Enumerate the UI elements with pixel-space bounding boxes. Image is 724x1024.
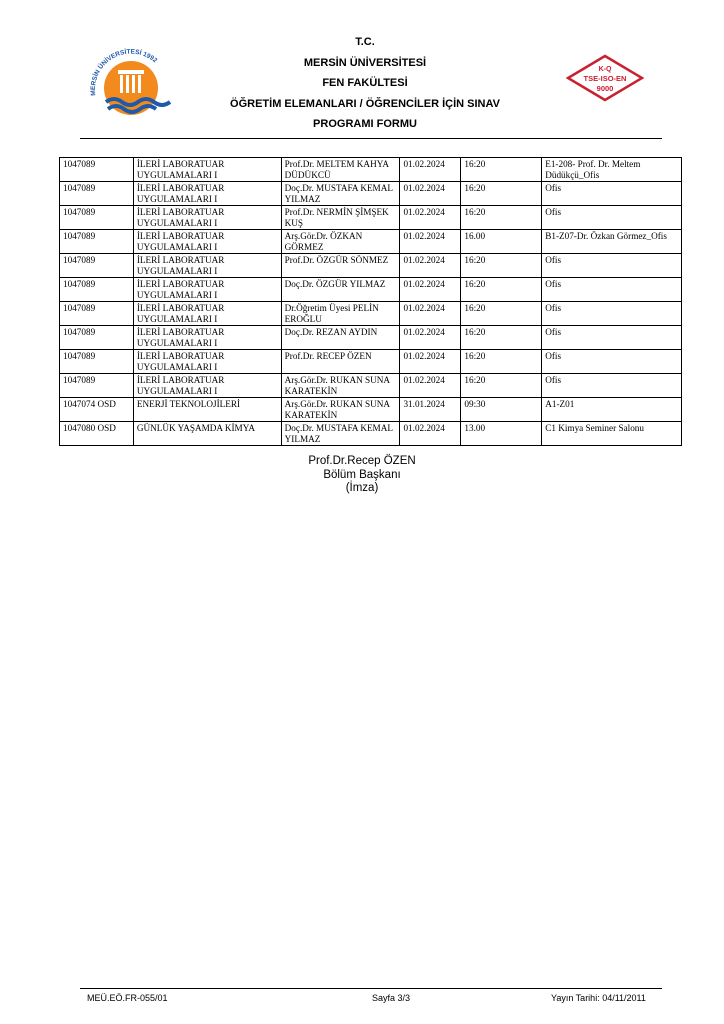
footer-form-code: MEÜ.EÖ.FR-055/01 bbox=[87, 993, 168, 1003]
logo-9000-text: 9000 bbox=[596, 84, 614, 93]
table-row bbox=[60, 326, 682, 350]
header-line-faculty: FEN FAKÜLTESİ bbox=[322, 77, 408, 89]
cell-date: 01.02.2024 bbox=[400, 254, 461, 278]
cell-time: 16:20 bbox=[461, 254, 542, 278]
footer-publish-date: Yayın Tarihi: 04/11/2011 bbox=[551, 993, 646, 1003]
header-divider bbox=[80, 138, 662, 139]
form-header bbox=[180, 32, 550, 135]
header-line-form-title-1: ÖĞRETİM ELEMANLARI / ÖĞRENCİLER İÇİN SINAV bbox=[230, 97, 500, 110]
table-row bbox=[60, 374, 682, 398]
table-row bbox=[60, 350, 682, 374]
cell-date: 01.02.2024 bbox=[400, 230, 461, 254]
cell-instructor: Doç.Dr. MUSTAFA KEMAL YILMAZ bbox=[281, 182, 400, 206]
cell-time: 16:20 bbox=[461, 326, 542, 350]
exam-table-body bbox=[60, 158, 682, 446]
cell-date: 01.02.2024 bbox=[400, 302, 461, 326]
cell-date: 01.02.2024 bbox=[400, 158, 461, 182]
table-row bbox=[60, 302, 682, 326]
cell-place: B1-Z07-Dr. Özkan Görmez_Ofis bbox=[542, 230, 682, 254]
cell-course: İLERİ LABORATUAR UYGULAMALARI I bbox=[133, 374, 281, 398]
cell-code: 1047089 bbox=[60, 158, 134, 182]
footer-divider bbox=[80, 988, 662, 989]
cell-date: 01.02.2024 bbox=[400, 350, 461, 374]
cell-instructor: Doç.Dr. MUSTAFA KEMAL YILMAZ bbox=[281, 422, 400, 446]
tse-iso-logo bbox=[566, 54, 644, 102]
cell-date: 01.02.2024 bbox=[400, 182, 461, 206]
cell-place: E1-208- Prof. Dr. Meltem Düdükçü_Ofis bbox=[542, 158, 682, 182]
cell-date: 01.02.2024 bbox=[400, 374, 461, 398]
cell-instructor: Arş.Gör.Dr. ÖZKAN GÖRMEZ bbox=[281, 230, 400, 254]
table-row bbox=[60, 422, 682, 446]
university-logo bbox=[86, 42, 176, 122]
header-line-university: MERSİN ÜNİVERSİTESİ bbox=[303, 56, 427, 69]
cell-date: 01.02.2024 bbox=[400, 422, 461, 446]
cell-course: İLERİ LABORATUAR UYGULAMALARI I bbox=[133, 230, 281, 254]
table-row bbox=[60, 230, 682, 254]
signature-block bbox=[292, 455, 432, 496]
cell-instructor: Prof.Dr. RECEP ÖZEN bbox=[281, 350, 400, 374]
cell-instructor: Prof.Dr. ÖZGÜR SÖNMEZ bbox=[281, 254, 400, 278]
cell-course: İLERİ LABORATUAR UYGULAMALARI I bbox=[133, 278, 281, 302]
cell-time: 16:20 bbox=[461, 350, 542, 374]
cell-place: Ofis bbox=[542, 182, 682, 206]
cell-code: 1047080 OSD bbox=[60, 422, 134, 446]
signature-title: Bölüm Başkanı bbox=[323, 468, 401, 481]
cell-code: 1047089 bbox=[60, 326, 134, 350]
table-row bbox=[60, 182, 682, 206]
cell-code: 1047089 bbox=[60, 278, 134, 302]
header-line-form-title-2: PROGRAMI FORMU bbox=[313, 118, 417, 130]
cell-date: 01.02.2024 bbox=[400, 326, 461, 350]
cell-place: Ofis bbox=[542, 350, 682, 374]
cell-code: 1047089 bbox=[60, 374, 134, 398]
cell-instructor: Dr.Öğretim Üyesi PELİN EROĞLU bbox=[281, 302, 400, 326]
cell-place: C1 Kimya Seminer Salonu bbox=[542, 422, 682, 446]
cell-instructor: Prof.Dr. NERMİN ŞİMŞEK KUŞ bbox=[281, 206, 400, 230]
cell-time: 16:20 bbox=[461, 158, 542, 182]
cell-course: İLERİ LABORATUAR UYGULAMALARI I bbox=[133, 206, 281, 230]
exam-schedule-table bbox=[59, 157, 682, 446]
cell-course: ENERJİ TEKNOLOJİLERİ bbox=[133, 398, 281, 422]
header-line-tc: T.C. bbox=[355, 36, 375, 48]
cell-code: 1047089 bbox=[60, 254, 134, 278]
logo-tse-text: TSE-ISO-EN bbox=[583, 74, 627, 83]
cell-course: İLERİ LABORATUAR UYGULAMALARI I bbox=[133, 182, 281, 206]
cell-place: Ofis bbox=[542, 302, 682, 326]
cell-instructor: Arş.Gör.Dr. RUKAN SUNA KARATEKİN bbox=[281, 374, 400, 398]
cell-code: 1047089 bbox=[60, 182, 134, 206]
table-row bbox=[60, 206, 682, 230]
logo-arc-text: MERSİN ÜNİVERSİTESİ 1992 bbox=[89, 48, 159, 96]
cell-place: Ofis bbox=[542, 374, 682, 398]
signature-note: (İmza) bbox=[345, 482, 379, 494]
cell-date: 01.02.2024 bbox=[400, 278, 461, 302]
cell-place: A1-Z01 bbox=[542, 398, 682, 422]
cell-instructor: Doç.Dr. ÖZGÜR YILMAZ bbox=[281, 278, 400, 302]
cell-course: İLERİ LABORATUAR UYGULAMALARI I bbox=[133, 254, 281, 278]
cell-course: GÜNLÜK YAŞAMDA KİMYA bbox=[133, 422, 281, 446]
cell-course: İLERİ LABORATUAR UYGULAMALARI I bbox=[133, 158, 281, 182]
cell-time: 16:20 bbox=[461, 302, 542, 326]
cell-date: 31.01.2024 bbox=[400, 398, 461, 422]
cell-time: 16:20 bbox=[461, 206, 542, 230]
cell-place: Ofis bbox=[542, 326, 682, 350]
footer-page-number: Sayfa 3/3 bbox=[372, 993, 411, 1003]
cell-code: 1047089 bbox=[60, 302, 134, 326]
signature-name: Prof.Dr.Recep ÖZEN bbox=[308, 455, 416, 467]
cell-time: 16:20 bbox=[461, 374, 542, 398]
cell-instructor: Arş.Gör.Dr. RUKAN SUNA KARATEKİN bbox=[281, 398, 400, 422]
cell-code: 1047089 bbox=[60, 350, 134, 374]
cell-time: 13.00 bbox=[461, 422, 542, 446]
cell-code: 1047089 bbox=[60, 206, 134, 230]
cell-place: Ofis bbox=[542, 278, 682, 302]
cell-place: Ofis bbox=[542, 206, 682, 230]
table-row bbox=[60, 278, 682, 302]
cell-course: İLERİ LABORATUAR UYGULAMALARI I bbox=[133, 302, 281, 326]
table-row bbox=[60, 158, 682, 182]
cell-time: 16.00 bbox=[461, 230, 542, 254]
cell-code: 1047074 OSD bbox=[60, 398, 134, 422]
cell-date: 01.02.2024 bbox=[400, 206, 461, 230]
cell-time: 09:30 bbox=[461, 398, 542, 422]
cell-instructor: Doç.Dr. REZAN AYDIN bbox=[281, 326, 400, 350]
table-row bbox=[60, 398, 682, 422]
logo-kq-text: K-Q bbox=[598, 66, 612, 73]
cell-place: Ofis bbox=[542, 254, 682, 278]
cell-course: İLERİ LABORATUAR UYGULAMALARI I bbox=[133, 326, 281, 350]
cell-code: 1047089 bbox=[60, 230, 134, 254]
cell-course: İLERİ LABORATUAR UYGULAMALARI I bbox=[133, 350, 281, 374]
table-row bbox=[60, 254, 682, 278]
cell-time: 16:20 bbox=[461, 182, 542, 206]
cell-time: 16:20 bbox=[461, 278, 542, 302]
cell-instructor: Prof.Dr. MELTEM KAHYA DÜDÜKCÜ bbox=[281, 158, 400, 182]
